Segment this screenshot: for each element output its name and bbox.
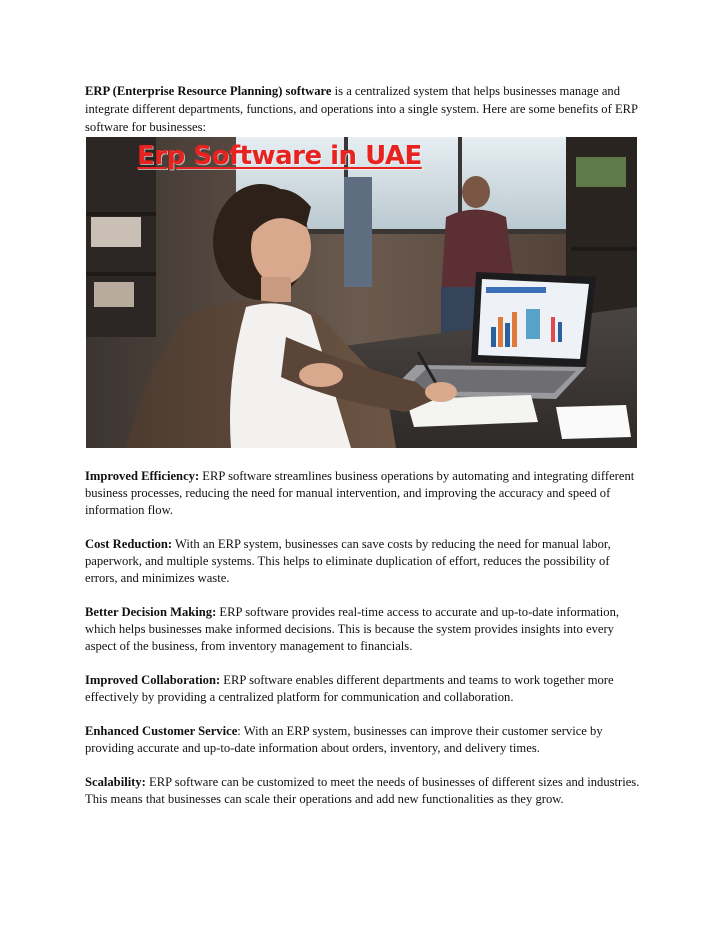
benefit-item-customer-service (85, 723, 645, 757)
benefit-text: With an ERP system, businesses can save costs by reducing the need for manual labor, paperwork, and multiple systems. This helps to eliminate duplication of effort, reduces the possibility of errors, and minimizes waste. (85, 537, 611, 586)
benefit-term: Better Decision Making: (85, 605, 217, 619)
intro-bold-term: ERP (Enterprise Resource Planning) software (85, 84, 332, 98)
benefit-term: Scalability: (85, 774, 146, 789)
benefit-text: ERP software can be customized to meet the needs of businesses of different sizes and industries. This means that businesses can scale their operations and add new functionalities as they grow. (85, 774, 640, 806)
benefit-text: ERP software enables different departments and teams to work together more effectively by providing a centralized platform for communication and collaboration. (85, 673, 614, 705)
benefit-item-scalability (85, 774, 645, 808)
benefits-list (85, 468, 645, 824)
benefit-text: ERP software provides real-time access to accurate and up-to-date information, which helps businesses make informed decisions. This is because the system provides insights into every aspect of the business, from inventory management to financials. (85, 605, 620, 654)
intro-paragraph (85, 82, 645, 136)
office-photo-illustration (86, 137, 637, 448)
benefit-text: : With an ERP system, businesses can improve their customer service by providing accurate and up-to-date information about orders, inventory, and delivery times. (85, 723, 603, 755)
benefit-term: Improved Efficiency: (85, 469, 200, 483)
benefit-item-cost-reduction (85, 536, 645, 588)
benefit-item-decision-making (85, 604, 645, 656)
hero-image (86, 137, 637, 448)
benefit-term: Cost Reduction: (85, 537, 173, 551)
intro-text: is a centralized system that helps businesses manage and integrate different departments, functions, and operations into a single system. Here are some benefits of ERP software for businesses: (85, 84, 638, 134)
benefit-item-collaboration (85, 672, 645, 706)
benefit-item-efficiency (85, 468, 645, 520)
hero-title: Erp Software in UAE (137, 141, 422, 171)
benefit-term: Improved Collaboration: (85, 673, 221, 687)
benefit-text: ERP software streamlines business operations by automating and integrating different business processes, reducing the need for manual intervention, and improving the accuracy and speed of information flow. (85, 469, 635, 518)
benefit-term: Enhanced Customer Service (85, 723, 238, 738)
